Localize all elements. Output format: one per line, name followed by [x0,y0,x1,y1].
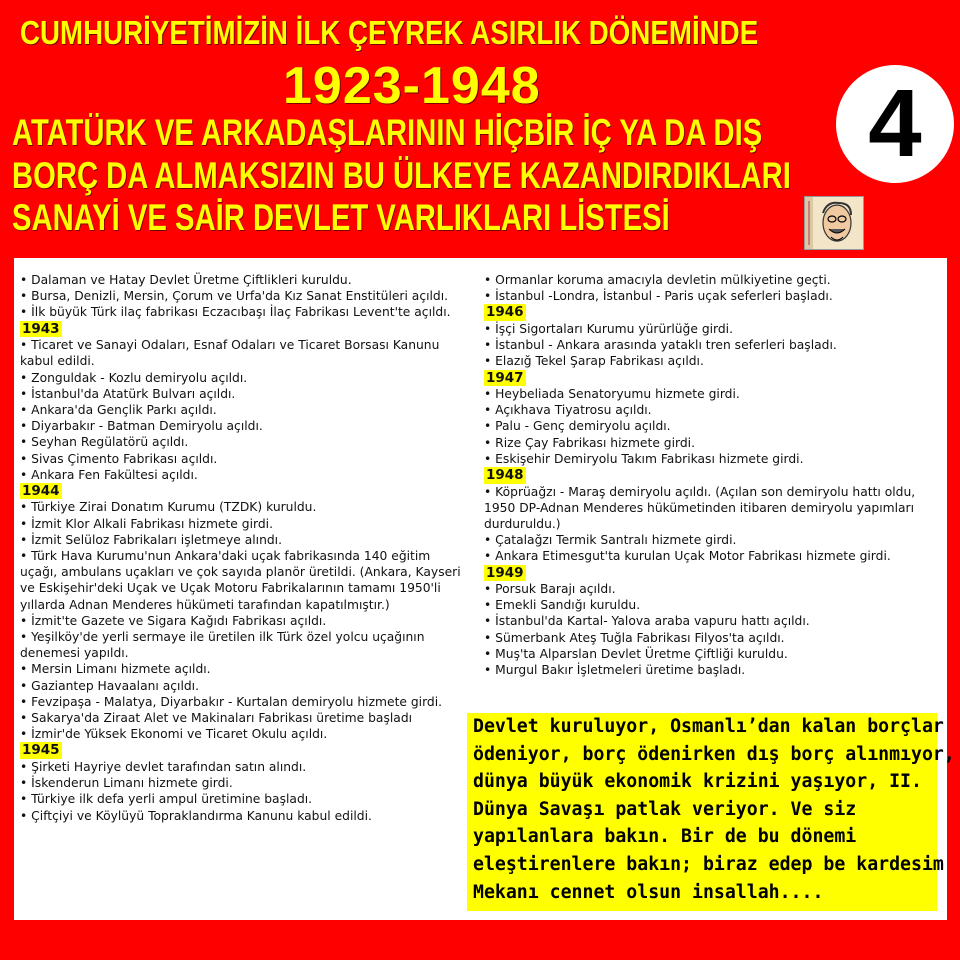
list-item: • Sümerbank Ateş Tuğla Fabrikası Filyos'ta açıldı. [484,630,785,645]
commentary-line: Mekanı cennet olsun insallah.... [473,881,824,903]
list-item: • Türk Hava Kurumu'nun Ankara'daki uçak fabrikasında 140 eğitim uçağı, ambulans uçakları ve çok sayıda planör üretildi. (Ankara, Kayseri ve Eskişehir'deki Uçak ve Uçak Motoru Fabrikalarının tamamı 1950'li yıllarda Adnan Menderes hükümeti tarafından kapatılmıştır.) [20,549,461,612]
list-item: • Emekli Sandığı kuruldu. [484,598,641,613]
title-line-3: ATATÜRK VE ARKADAŞLARININ HİÇBİR İÇ YA DA DIŞ [12,112,763,153]
list-item: • Porsuk Barajı açıldı. [484,582,616,597]
list-item: • Heybeliada Senatoryumu hizmete girdi. [484,387,740,402]
list-item: • Elazığ Tekel Şarap Fabrikası açıldı. [484,354,704,369]
list-item: • Açıkhava Tiyatrosu açıldı. [484,403,652,418]
list-item: • İzmit Selüloz Fabrikaları işletmeye alındı. [20,532,282,547]
year-heading-row [20,742,468,759]
list-item: • Köprüağzı - Maraş demiryolu açıldı. (Açılan son demiryolu hattı oldu, 1950 DP-Adnan Menderes hükümetinden itibaren demiryolu yapımları durduruldu.) [484,484,916,531]
year-heading: 1944 [22,482,60,499]
list-item: • Rize Çay Fabrikası hizmete girdi. [484,435,695,450]
list-item: • Ankara Etimesgut'ta kurulan Uçak Motor Fabrikası hizmete girdi. [484,549,891,564]
page-number-badge [836,65,954,183]
list-item: • İşçi Sigortaları Kurumu yürürlüğe girdi. [484,321,734,336]
year-heading: 1948 [486,467,524,484]
commentary-line: ödeniyor, borç ödenirken dış borç alınmıyor, [473,743,955,765]
list-item: • Mersin Limanı hizmete açıldı. [20,662,211,677]
year-heading-row [20,321,468,338]
left-column [20,272,468,824]
list-item: • İstanbul -Londra, İstanbul - Paris uçak seferleri başladı. [484,289,833,304]
list-item: • Sakarya'da Ziraat Alet ve Makinaları Fabrikası üretime başladı [20,711,413,726]
year-heading: 1949 [486,564,524,581]
year-heading: 1946 [486,304,524,321]
list-item: • Gaziantep Havaalanı açıldı. [20,678,199,693]
year-heading-row [484,370,936,387]
list-item: • Zonguldak - Kozlu demiryolu açıldı. [20,370,248,385]
author-caricature-logo [804,196,864,250]
list-item: • Şirketi Hayriye devlet tarafından satın alındı. [20,759,307,774]
list-item: • Murgul Bakır İşletmeleri üretime başladı. [484,663,746,678]
list-item: • İstanbul'da Kartal- Yalova araba vapuru hattı açıldı. [484,614,810,629]
commentary-line: dünya büyük ekonomik krizini yaşıyor, II. [473,771,922,793]
list-item: • Seyhan Regülatörü açıldı. [20,435,189,450]
list-item: • Ticaret ve Sanayi Odaları, Esnaf Odaları ve Ticaret Borsası Kanunu kabul edildi. [20,338,440,369]
list-item: • İlk büyük Türk ilaç fabrikası Eczacıbaşı İlaç Fabrikası Levent'te açıldı. [20,305,451,320]
list-item: • Çiftçiyi ve Köylüyü Topraklandırma Kanunu kabul edildi. [20,808,372,823]
list-item: • Ankara'da Gençlik Parkı açıldı. [20,402,217,417]
list-item: • Eskişehir Demiryolu Takım Fabrikası hizmete girdi. [484,451,804,466]
year-heading: 1945 [22,742,60,759]
title-line-1: CUMHURİYETİMİZİN İLK ÇEYREK ASIRLIK DÖNEMİNDE [20,14,759,51]
list-item: • İskenderun Limanı hizmete girdi. [20,776,233,791]
year-heading-row [484,565,936,582]
list-item: • İzmit Klor Alkali Fabrikası hizmete girdi. [20,516,273,531]
year-heading: 1943 [22,320,60,337]
list-item: • Bursa, Denizli, Mersin, Çorum ve Urfa'da Kız Sanat Enstitüleri açıldı. [20,289,449,304]
list-item: • Palu - Genç demiryolu açıldı. [484,419,671,434]
header [0,0,960,255]
list-item: • Diyarbakır - Batman Demiryolu açıldı. [20,419,263,434]
list-item: • İzmit'te Gazete ve Sigara Kağıdı Fabrikası açıldı. [20,613,327,628]
title-line-4: BORÇ DA ALMAKSIZIN BU ÜLKEYE KAZANDIRDIKLARI [12,155,791,196]
year-heading-row [20,483,468,500]
title-line-5: SANAYİ VE SAİR DEVLET VARLIKLARI LİSTESİ [12,197,670,238]
list-item: • Türkiye ilk defa yerli ampul üretimine başladı. [20,792,313,807]
list-item: • İstanbul'da Atatürk Bulvarı açıldı. [20,386,236,401]
list-item: • Muş'ta Alparslan Devlet Üretme Çiftliği kuruldu. [484,646,788,661]
list-item: • Dalaman ve Hatay Devlet Üretme Çiftlikleri kuruldu. [20,273,352,287]
list-item: • Yeşilköy'de yerli sermaye ile üretilen ilk Türk özel yolcu uçağının denemesi yapıldı. [20,630,425,661]
year-heading-row [484,467,936,484]
page-number: 4 [868,70,922,177]
list-item: • İstanbul - Ankara arasında yataklı tren seferleri başladı. [484,338,837,353]
list-item: • Çatalağzı Termik Santralı hizmete girdi. [484,533,737,548]
commentary-line: yapılanlara bakın. Bir de bu dönemi [473,826,857,848]
list-item: • Fevzipaşa - Malatya, Diyarbakır - Kurtalan demiryolu hizmete girdi. [20,694,443,709]
list-item: • İzmir'de Yüksek Ekonomi ve Ticaret Okulu açıldı. [20,727,328,742]
title-years: 1923-1948 [283,57,541,115]
year-heading-row [484,304,936,321]
year-heading: 1947 [486,369,524,386]
right-column [484,272,936,678]
commentary-box [467,713,955,911]
commentary-line: Devlet kuruluyor, Osmanlı’dan kalan borçlar [473,716,944,737]
list-item: • Türkiye Zirai Donatım Kurumu (TZDK) kuruldu. [20,500,317,515]
list-item: • Ankara Fen Fakültesi açıldı. [20,467,198,482]
list-item: • Ormanlar koruma amacıyla devletin mülkiyetine geçti. [484,273,831,287]
commentary-line: Dünya Savaşı patlak veriyor. Ve siz [473,798,857,820]
commentary-line: eleştirenlere bakın; biraz edep be kardesim [473,853,944,875]
list-item: • Sivas Çimento Fabrikası açıldı. [20,451,218,466]
